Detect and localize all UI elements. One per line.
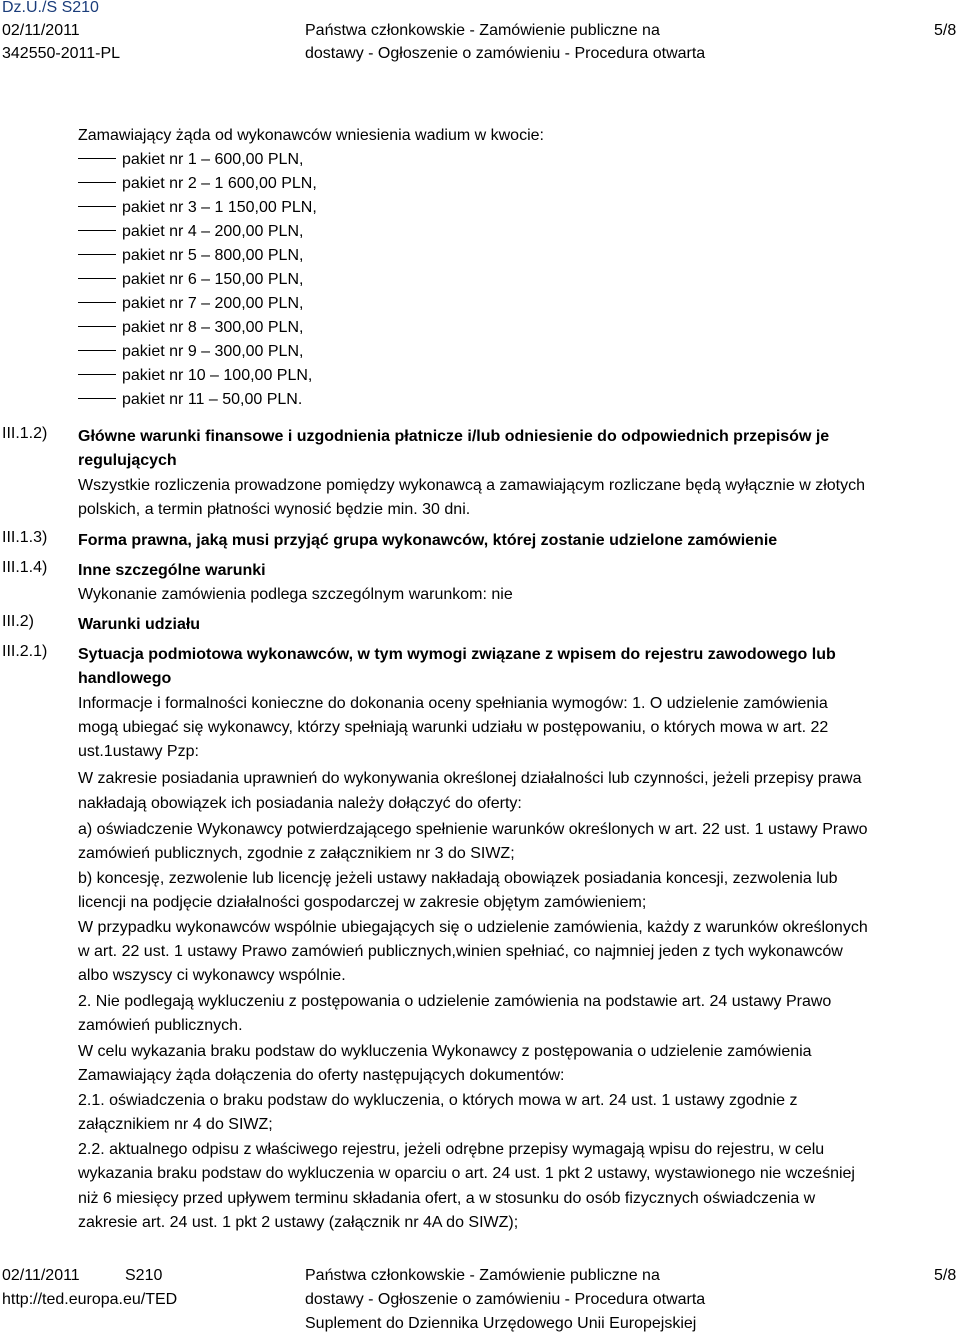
dash-icon bbox=[78, 182, 116, 183]
section-number-iii-1-3: III.1.3) bbox=[2, 529, 48, 546]
body-line: W celu wykazania braku podstaw do wykluczenia Wykonawcy z postępowania o udzielenie zamówienia bbox=[78, 1043, 812, 1060]
body-line: Informacje i formalności konieczne do dokonania oceny spełniania wymogów: 1. O udzielenie zamówienia bbox=[78, 695, 828, 712]
list-item: pakiet nr 7 – 200,00 PLN, bbox=[78, 292, 303, 315]
wadium-intro: Zamawiający żąda od wykonawców wniesienia wadium w kwocie: bbox=[78, 127, 544, 144]
list-item: pakiet nr 9 – 300,00 PLN, bbox=[78, 340, 303, 363]
dash-icon bbox=[78, 158, 116, 159]
list-item: pakiet nr 5 – 800,00 PLN, bbox=[78, 244, 303, 267]
body-line: a) oświadczenie Wykonawcy potwierdzającego spełnienie warunków określonych w art. 22 ust. 1 ustawy Prawo bbox=[78, 821, 868, 838]
finansowe-text-1: Wszystkie rozliczenia prowadzone pomiędzy wykonawcą a zamawiającym rozliczane będą wyłącznie w złotych bbox=[78, 477, 865, 494]
heading-sytuacja-1: Sytuacja podmiotowa wykonawców, w tym wymogi związane z wpisem do rejestru zawodowego lub bbox=[78, 646, 836, 663]
body-line: 2. Nie podlegają wykluczeniu z postępowania o udzielenie zamówienia na podstawie art. 24 ustawy Prawo bbox=[78, 993, 832, 1010]
list-item: pakiet nr 8 – 300,00 PLN, bbox=[78, 316, 303, 339]
list-item: pakiet nr 4 – 200,00 PLN, bbox=[78, 220, 303, 243]
body-line: zakresie art. 24 ust. 1 pkt 2 ustawy (załącznik nr 4A do SIWZ); bbox=[78, 1214, 519, 1231]
body-line: załącznikiem nr 4 do SIWZ; bbox=[78, 1116, 273, 1133]
heading-finansowe-1: Główne warunki finansowe i uzgodnienia płatnicze i/lub odniesienie do odpowiednich przepisów je bbox=[78, 428, 830, 445]
body-line: Zamawiający żąda dołączenia do oferty następujących dokumentów: bbox=[78, 1067, 565, 1084]
body-line: 2.1. oświadczenia o braku podstaw do wykluczenia, o których mowa w art. 24 ust. 1 ustawy zgodnie z bbox=[78, 1092, 798, 1109]
header-page: 5/8 bbox=[934, 22, 957, 39]
header-date: 02/11/2011 bbox=[2, 22, 80, 39]
list-item: pakiet nr 6 – 150,00 PLN, bbox=[78, 268, 303, 291]
body-line: b) koncesję, zezwolenie lub licencję jeżeli ustawy nakładają obowiązek posiadania koncesji, zezwolenia lub bbox=[78, 870, 838, 887]
dash-icon bbox=[78, 206, 116, 207]
list-item: pakiet nr 1 – 600,00 PLN, bbox=[78, 148, 303, 171]
body-line: W przypadku wykonawców wspólnie ubiegających się o udzielenie zamówienia, każdy z warunków określonych bbox=[78, 919, 868, 936]
dash-icon bbox=[78, 254, 116, 255]
body-line: wykazania braku podstaw do wykluczenia w oparciu o art. 24 ust. 1 pkt 2 ustawy, wystawionego nie wcześniej bbox=[78, 1165, 855, 1182]
body-line: ust.1ustawy Pzp: bbox=[78, 743, 199, 760]
dash-icon bbox=[78, 278, 116, 279]
header-ref: 342550-2011-PL bbox=[2, 45, 121, 62]
footer-title-line3: Suplement do Dziennika Urzędowego Unii Europejskiej bbox=[305, 1315, 697, 1332]
section-number-iii-1-2: III.1.2) bbox=[2, 425, 48, 442]
body-line: licencji na podjęcie działalności gospodarczej w zakresie objętym zamówieniem; bbox=[78, 894, 647, 911]
dash-icon bbox=[78, 230, 116, 231]
body-line: W zakresie posiadania uprawnień do wykonywania określonej działalności lub czynności, jeżeli przepisy prawa bbox=[78, 770, 862, 787]
footer-page: 5/8 bbox=[934, 1267, 957, 1284]
section-number-iii-1-4: III.1.4) bbox=[2, 559, 48, 576]
body-line: niż 6 miesięcy przed upływem terminu składania ofert, a w stosunku do osób fizycznych oświadczenia w bbox=[78, 1190, 816, 1207]
heading-finansowe-2: regulujących bbox=[78, 452, 177, 469]
footer-url-link[interactable]: http://ted.europa.eu/TED bbox=[2, 1291, 178, 1308]
dash-icon bbox=[78, 398, 116, 399]
list-item: pakiet nr 10 – 100,00 PLN, bbox=[78, 364, 312, 387]
header-title-line1: Państwa członkowskie - Zamówienie publiczne na bbox=[305, 22, 660, 39]
footer-title-line2: dostawy - Ogłoszenie o zamówieniu - Procedura otwarta bbox=[305, 1291, 706, 1308]
dash-icon bbox=[78, 302, 116, 303]
body-line: albo wszyscy ci wykonawcy wspólnie. bbox=[78, 967, 346, 984]
section-number-iii-2-1: III.2.1) bbox=[2, 643, 48, 660]
inne-text: Wykonanie zamówienia podlega szczególnym warunkom: nie bbox=[78, 586, 513, 603]
dash-icon bbox=[78, 374, 116, 375]
body-line: nakładają obowiązek ich posiadania należy dołączyć do oferty: bbox=[78, 795, 522, 812]
header-title-line2: dostawy - Ogłoszenie o zamówieniu - Procedura otwarta bbox=[305, 45, 706, 62]
heading-sytuacja-2: handlowego bbox=[78, 670, 172, 687]
section-number-iii-2: III.2) bbox=[2, 613, 35, 630]
footer-code: S210 bbox=[125, 1267, 163, 1284]
header-dz: Dz.U./S S210 bbox=[2, 0, 99, 16]
body-line: w art. 22 ust. 1 ustawy Prawo zamówień publicznych,winien spełniać, co najmniej jeden z tych wykonawców bbox=[78, 943, 843, 960]
heading-warunki: Warunki udziału bbox=[78, 616, 201, 633]
list-item: pakiet nr 3 – 1 150,00 PLN, bbox=[78, 196, 317, 219]
body-line: mogą ubiegać się wykonawcy, którzy spełniają warunki udziału w postępowaniu, o których mowa w art. 22 bbox=[78, 719, 829, 736]
dash-icon bbox=[78, 350, 116, 351]
body-line: zamówień publicznych, zgodnie z załącznikiem nr 3 do SIWZ; bbox=[78, 845, 515, 862]
footer-title-line1: Państwa członkowskie - Zamówienie publiczne na bbox=[305, 1267, 660, 1284]
list-item: pakiet nr 11 – 50,00 PLN. bbox=[78, 388, 302, 411]
dash-icon bbox=[78, 326, 116, 327]
body-line: 2.2. aktualnego odpisu z właściwego rejestru, jeżeli odrębne przepisy wymagają wpisu do rejestru, w celu bbox=[78, 1141, 825, 1158]
heading-forma: Forma prawna, jaką musi przyjąć grupa wykonawców, której zostanie udzielone zamówienie bbox=[78, 532, 778, 549]
body-line: zamówień publicznych. bbox=[78, 1017, 243, 1034]
heading-inne: Inne szczególne warunki bbox=[78, 562, 266, 579]
list-item: pakiet nr 2 – 1 600,00 PLN, bbox=[78, 172, 317, 195]
footer-date: 02/11/2011 bbox=[2, 1267, 80, 1284]
finansowe-text-2: polskich, a termin płatności wynosić będzie min. 30 dni. bbox=[78, 501, 471, 518]
